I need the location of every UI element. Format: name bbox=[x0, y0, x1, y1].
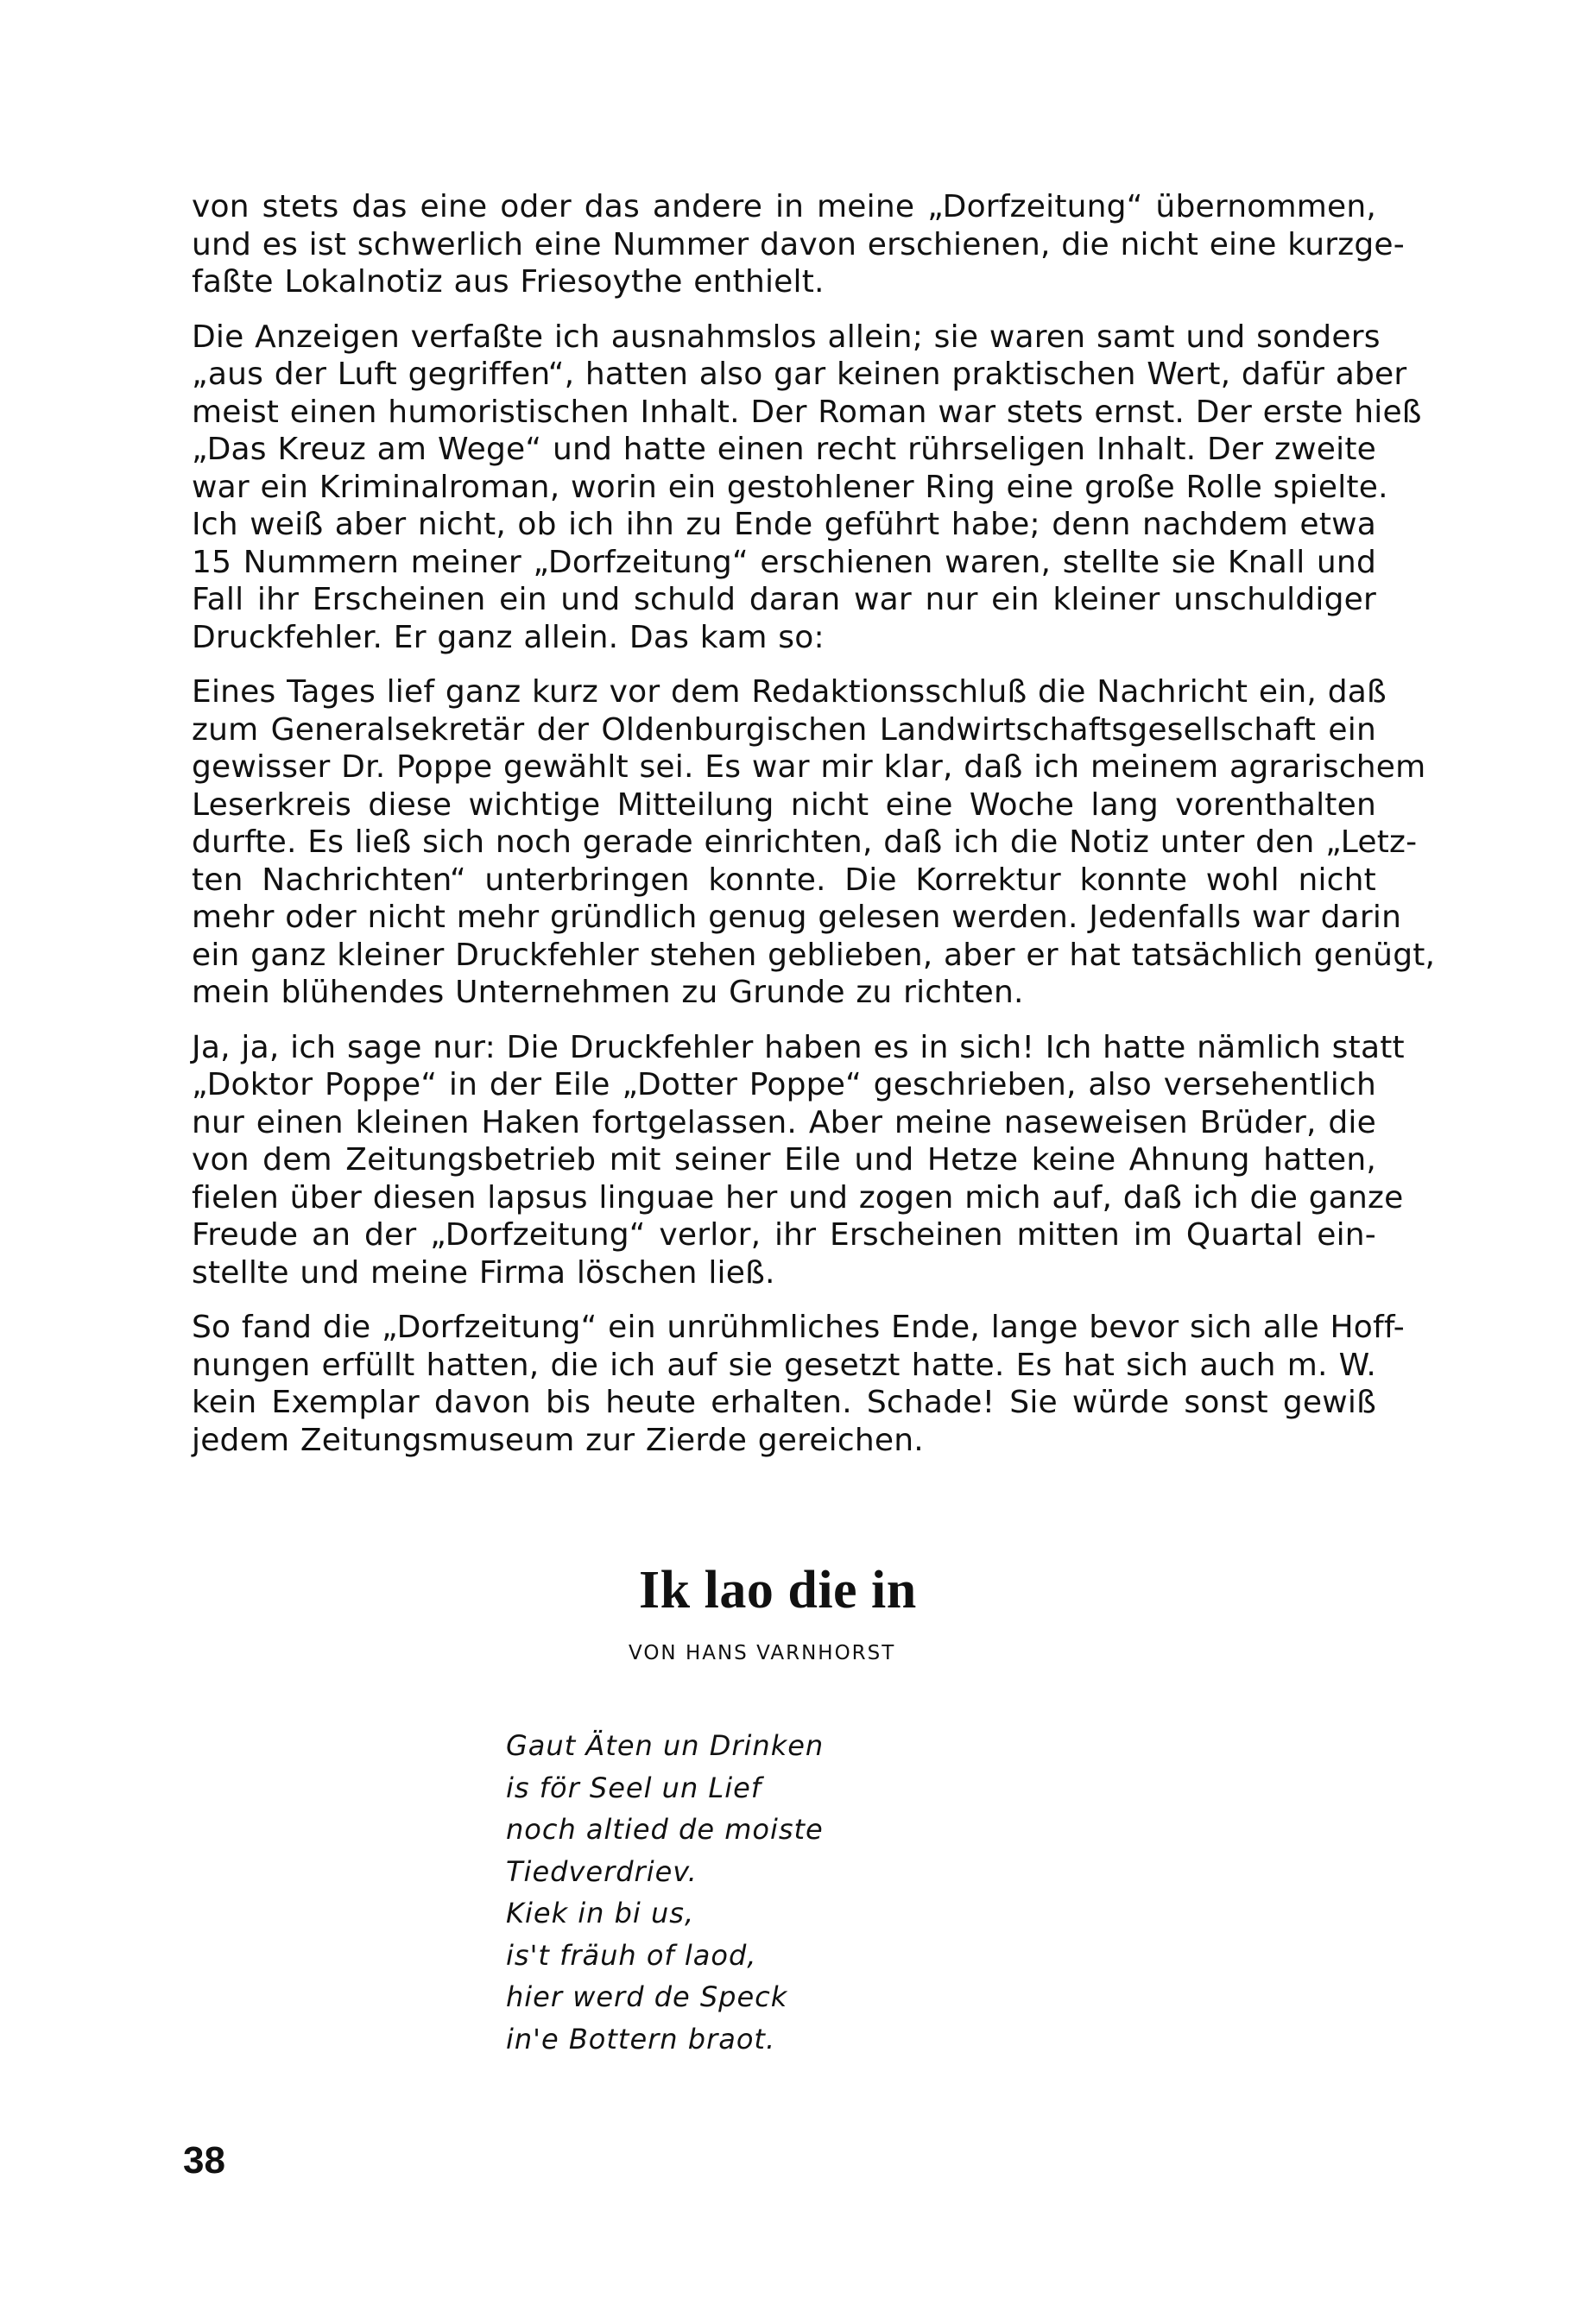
poem-line: is för Seel un Lief bbox=[506, 1771, 762, 1804]
text-line: faßte Lokalnotiz aus Friesoythe enthielt. bbox=[192, 264, 825, 300]
text-line: „aus der Luft gegriffen“, hatten also gar keinen praktischen Wert, dafür aber bbox=[192, 357, 1407, 392]
text-line: ein ganz kleiner Druckfehler stehen geblieben, aber er hat tatsächlich genügt, bbox=[192, 937, 1436, 973]
text-line: Ja, ja, ich sage nur: Die Druckfehler haben es in sich! Ich hatte nämlich statt bbox=[192, 1029, 1405, 1065]
text-line: meist einen humoristischen Inhalt. Der Roman war stets ernst. Der erste hieß bbox=[192, 394, 1422, 430]
poem-author: VON HANS VARNHORST bbox=[629, 1642, 896, 1664]
text-line: stellte und meine Firma löschen ließ. bbox=[192, 1254, 775, 1291]
poem-line: noch altied de moiste bbox=[506, 1813, 824, 1846]
article-body bbox=[192, 188, 1436, 1476]
text-line: „Doktor Poppe“ in der Eile „Dotter Poppe“ geschrieben, also versehentlich bbox=[192, 1067, 1376, 1102]
poem-line: Kiek in bi us, bbox=[506, 1897, 695, 1929]
poem-verses bbox=[506, 1725, 824, 2060]
poem-line: Tiedverdriev. bbox=[506, 1854, 698, 1888]
text-line: Eines Tages lief ganz kurz vor dem Redaktionsschluß die Nachricht ein, daß bbox=[192, 674, 1387, 710]
text-line: von stets das eine oder das andere in meine „Dorfzeitung“ übernommen, bbox=[192, 189, 1376, 224]
text-line: So fand die „Dorfzeitung“ ein unrühmliches Ende, lange bevor sich alle Hoff- bbox=[192, 1310, 1405, 1345]
text-line: nur einen kleinen Haken fortgelassen. Aber meine naseweisen Brüder, die bbox=[192, 1104, 1376, 1140]
text-line: und es ist schwerlich eine Nummer davon erschienen, die nicht eine kurzge- bbox=[192, 226, 1405, 262]
paragraph-2 bbox=[192, 319, 1422, 657]
text-line: fielen über diesen lapsus linguae her und zogen mich auf, daß ich die ganze bbox=[192, 1179, 1404, 1216]
paragraph-1 bbox=[192, 188, 1405, 301]
text-line: 15 Nummern meiner „Dorfzeitung“ erschienen waren, stellte sie Knall und bbox=[192, 544, 1376, 580]
text-line: nungen erfüllt hatten, die ich auf sie gesetzt hatte. Es hat sich auch m. W. bbox=[192, 1347, 1376, 1383]
text-line: „Das Kreuz am Wege“ und hatte einen recht rührseligen Inhalt. Der zweite bbox=[192, 432, 1376, 467]
text-line: mein blühendes Unternehmen zu Grunde zu richten. bbox=[192, 975, 1024, 1010]
text-line: Ich weiß aber nicht, ob ich ihn zu Ende geführt habe; denn nachdem etwa bbox=[192, 507, 1376, 542]
paragraph-3 bbox=[192, 673, 1436, 1012]
poem-line: in'e Bottern braot. bbox=[506, 2022, 776, 2056]
text-line: Freude an der „Dorfzeitung“ verlor, ihr Erscheinen mitten im Quartal ein- bbox=[192, 1217, 1376, 1253]
text-line: zum Generalsekretär der Oldenburgischen Landwirtschaftsgesellschaft ein bbox=[192, 711, 1376, 748]
text-line: von dem Zeitungsbetrieb mit seiner Eile und Hetze keine Ahnung hatten, bbox=[192, 1142, 1376, 1178]
poem-title: Ik lao die in bbox=[639, 1561, 917, 1620]
page-number: 38 bbox=[183, 2139, 225, 2182]
paragraph-4 bbox=[192, 1029, 1405, 1292]
poem-line: Gaut Äten un Drinken bbox=[506, 1729, 825, 1762]
poem-line: hier werd de Speck bbox=[506, 1980, 788, 2013]
text-line: Die Anzeigen verfaßte ich ausnahmslos allein; sie waren samt und sonders bbox=[192, 319, 1381, 355]
text-line: war ein Kriminalroman, worin ein gestohlener Ring eine große Rolle spielte. bbox=[192, 469, 1388, 505]
text-line: durfte. Es ließ sich noch gerade einrichten, daß ich die Notiz unter den „Letz- bbox=[192, 824, 1418, 860]
text-line: gewisser Dr. Poppe gewählt sei. Es war mir klar, daß ich meinem agrarischem bbox=[192, 749, 1426, 785]
text-line: Druckfehler. Er ganz allein. Das kam so: bbox=[192, 619, 825, 655]
text-line: mehr oder nicht mehr gründlich genug gelesen werden. Jedenfalls war darin bbox=[192, 900, 1402, 935]
paragraph-5 bbox=[192, 1309, 1405, 1459]
text-line: Leserkreis diese wichtige Mitteilung nicht eine Woche lang vorenthalten bbox=[192, 786, 1376, 823]
text-line: jedem Zeitungsmuseum zur Zierde gereichen. bbox=[192, 1422, 924, 1458]
poem-line: is't fräuh of laod, bbox=[506, 1938, 757, 1972]
text-line: ten Nachrichten“ unterbringen konnte. Die Korrektur konnte wohl nicht bbox=[192, 862, 1376, 898]
text-line: kein Exemplar davon bis heute erhalten. Schade! Sie würde sonst gewiß bbox=[192, 1385, 1376, 1420]
text-line: Fall ihr Erscheinen ein und schuld daran war nur ein kleiner unschuldiger bbox=[192, 582, 1376, 617]
